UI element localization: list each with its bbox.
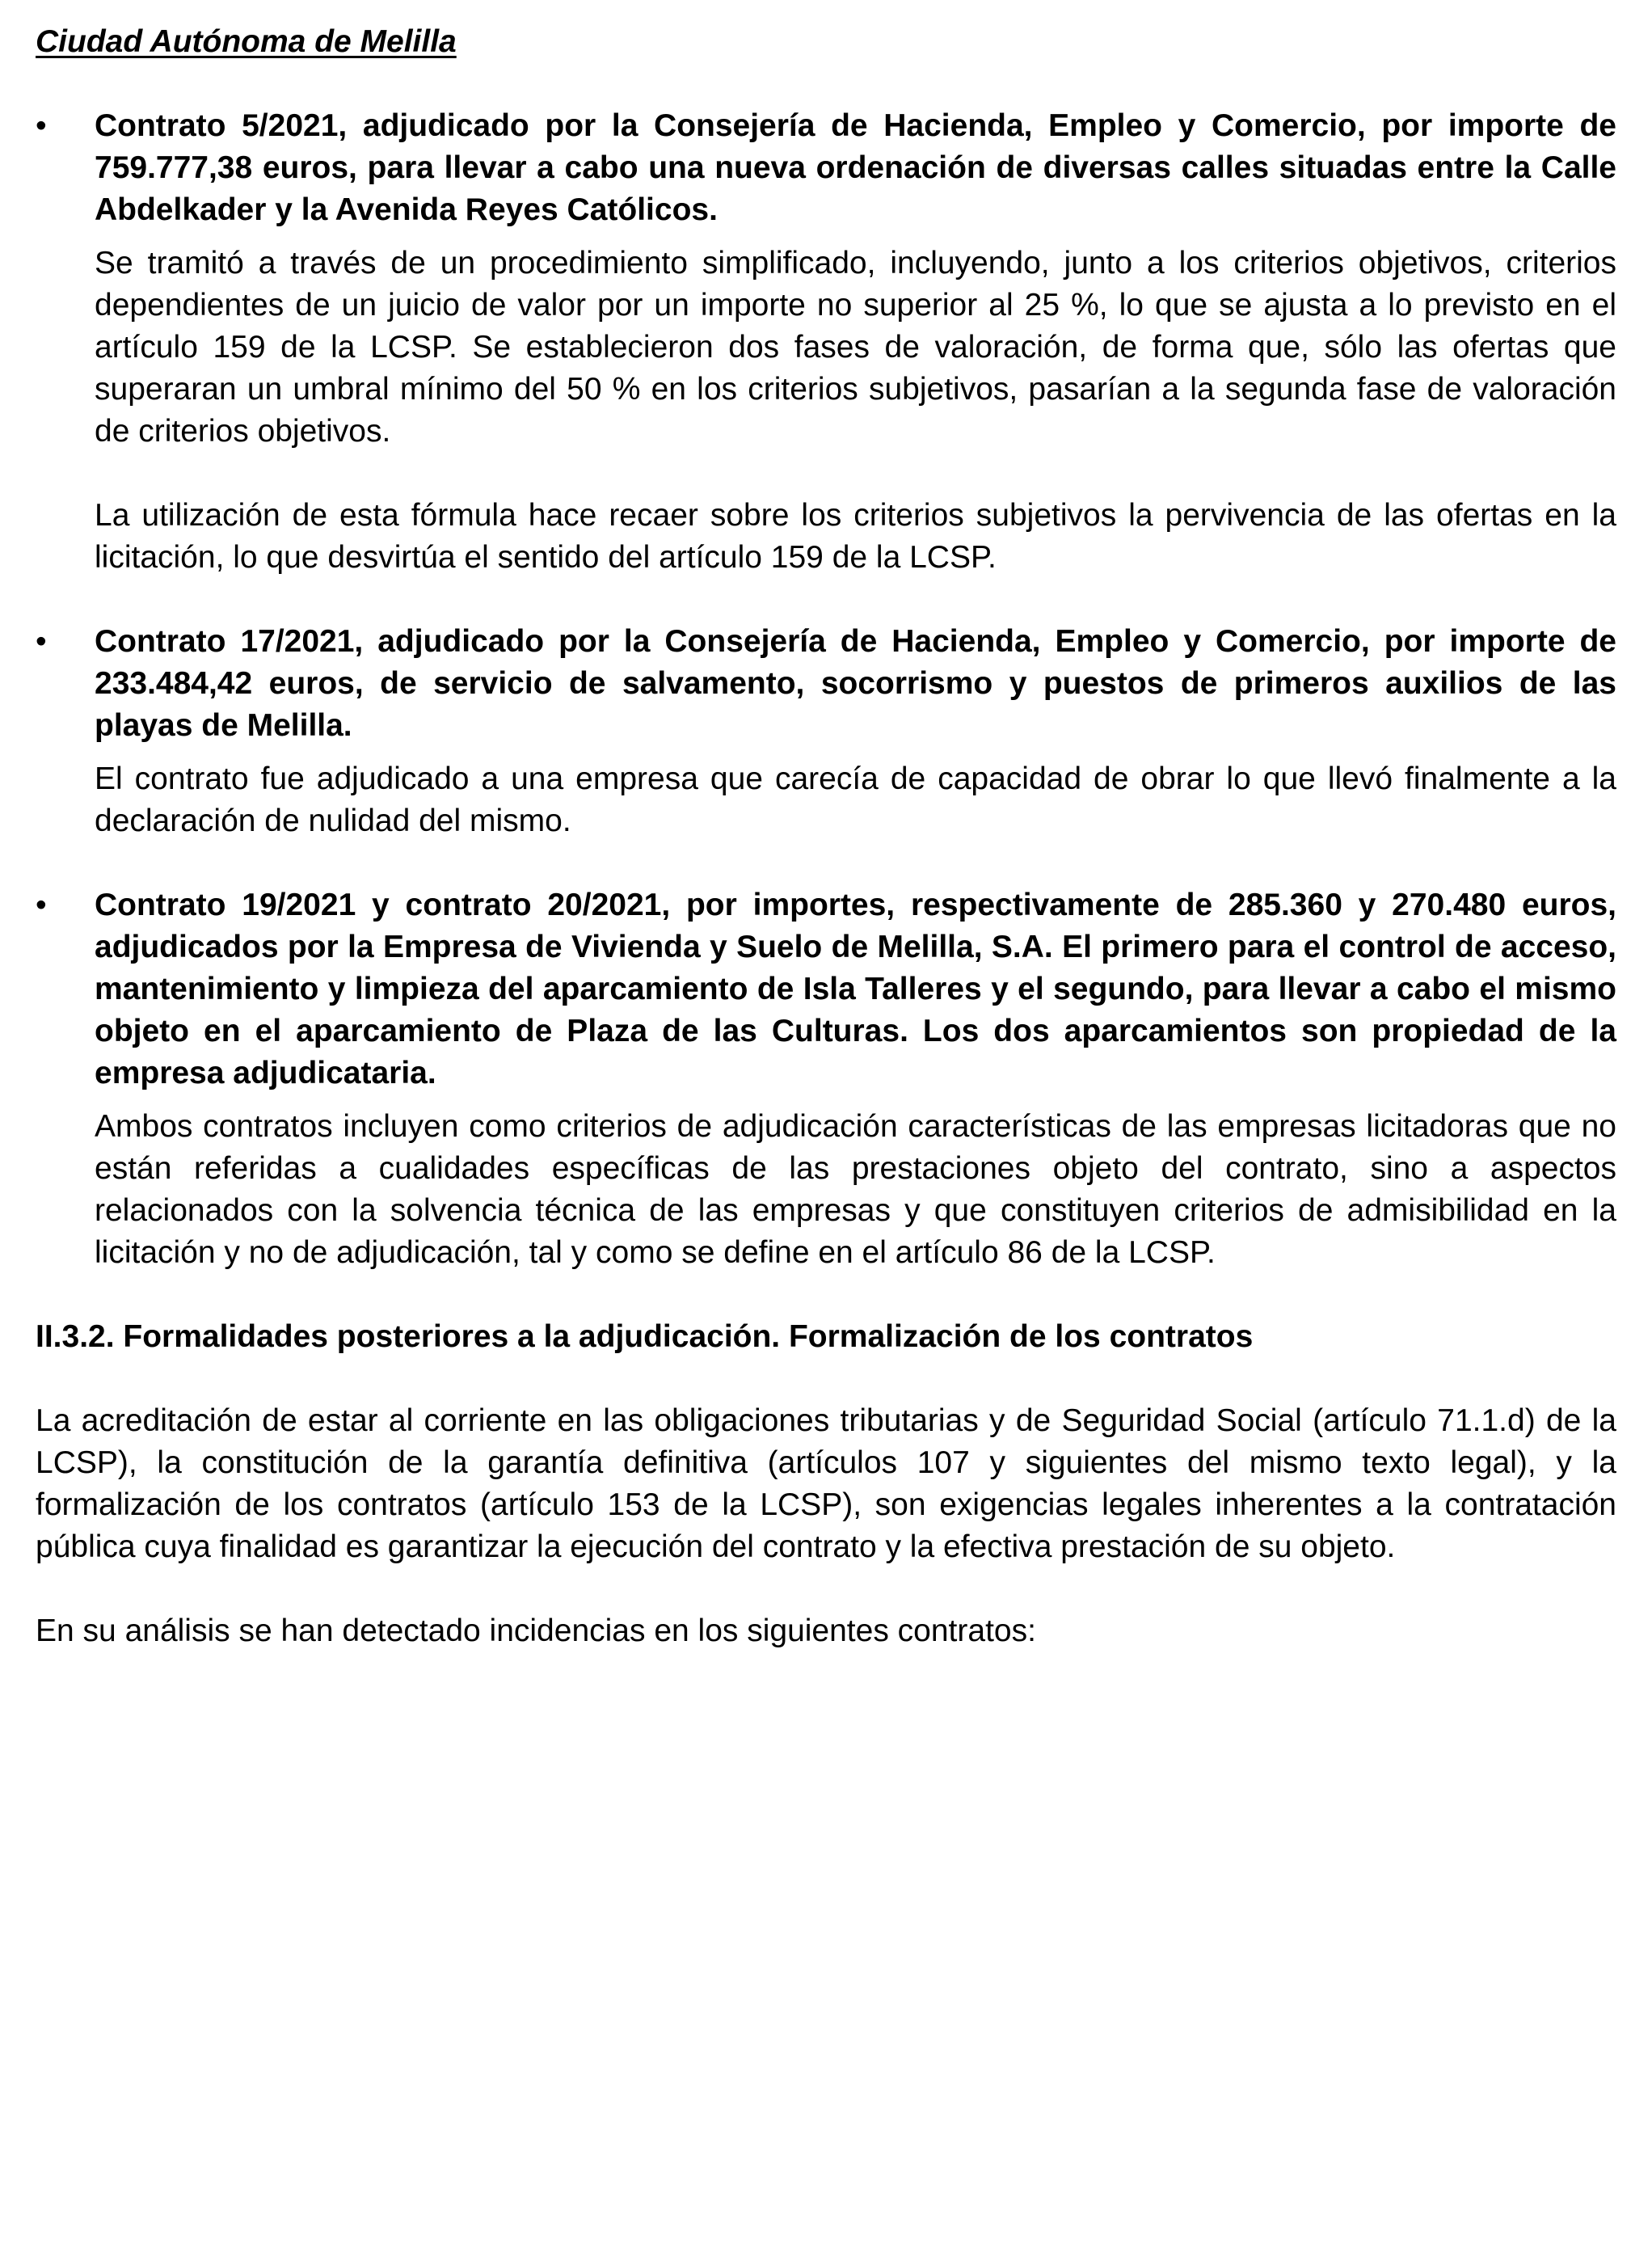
contract-paragraph: Se tramitó a través de un procedimiento simplificado, incluyendo, junto a los criterios objetivos, criterios dependientes de un juicio de valor por un importe no superior al 25 %, lo que se ajusta a lo previsto en el artículo 159 de la LCSP. Se establecieron dos fases de valoración, de forma que, sólo las ofertas que superaran un umbral mínimo del 50 % en los criterios subjetivos, pasarían a la segunda fase de valoración de criterios objetivos. xyxy=(95,246,1616,449)
section-heading: II.3.2. Formalidades posteriores a la adjudicación. Formalización de los contratos xyxy=(36,1319,1254,1354)
page-heading: Ciudad Autónoma de Melilla xyxy=(36,24,457,59)
contract-title: Contrato 17/2021, adjudicado por la Consejería de Hacienda, Empleo y Comercio, por importe de 233.484,42 euros, de servicio de salvamento, socorrismo y puestos de primeros auxilios de las playas de Melilla. xyxy=(95,624,1616,743)
contract-item-19-20-2021 xyxy=(36,884,1616,1274)
contract-paragraph: El contrato fue adjudicado a una empresa que carecía de capacidad de obrar lo que llevó finalmente a la declaración de nulidad del mismo. xyxy=(95,761,1616,838)
section-paragraph: La acreditación de estar al corriente en las obligaciones tributarias y de Seguridad Social (artículo 71.1.d) de la LCSP), la constitución de la garantía definitiva (artículos 107 y siguientes del mismo texto legal), y la formalización de los contratos (artículo 153 de la LCSP), son exigencias legales inherentes a la contratación pública cuya finalidad es garantizar la ejecución del contrato y la efectiva prestación de su objeto. xyxy=(36,1403,1616,1564)
contract-paragraph: Ambos contratos incluyen como criterios de adjudicación características de las empresas licitadoras que no están referidas a cualidades específicas de las prestaciones objeto del contrato, sino a aspectos relacionados con la solvencia técnica de las empresas y que constituyen criterios de admisibilidad en la licitación y no de adjudicación, tal y como se define en el artículo 86 de la LCSP. xyxy=(95,1109,1616,1270)
bullet-icon: • xyxy=(36,624,47,659)
section-paragraph: En su análisis se han detectado incidencias en los siguientes contratos: xyxy=(36,1613,1036,1648)
contract-item-5-2021 xyxy=(36,105,1616,579)
contract-title: Contrato 19/2021 y contrato 20/2021, por importes, respectivamente de 285.360 y 270.480 euros, adjudicados por la Empresa de Vivienda y Suelo de Melilla, S.A. El primero para el control de acceso, mantenimiento y limpieza del aparcamiento de Isla Talleres y el segundo, para llevar a cabo el mismo objeto en el aparcamiento de Plaza de las Culturas. Los dos aparcamientos son propiedad de la empresa adjudicataria. xyxy=(95,888,1616,1090)
contract-title: Contrato 5/2021, adjudicado por la Consejería de Hacienda, Empleo y Comercio, por importe de 759.777,38 euros, para llevar a cabo una nueva ordenación de diversas calles situadas entre la Calle Abdelkader y la Avenida Reyes Católicos. xyxy=(95,108,1616,227)
bullet-icon: • xyxy=(36,108,47,143)
contract-item-17-2021 xyxy=(36,621,1616,842)
contract-paragraph: La utilización de esta fórmula hace recaer sobre los criterios subjetivos la pervivencia de las ofertas en la licitación, lo que desvirtúa el sentido del artículo 159 de la LCSP. xyxy=(95,498,1616,575)
bullet-icon: • xyxy=(36,888,47,922)
document-page xyxy=(36,21,1616,1694)
